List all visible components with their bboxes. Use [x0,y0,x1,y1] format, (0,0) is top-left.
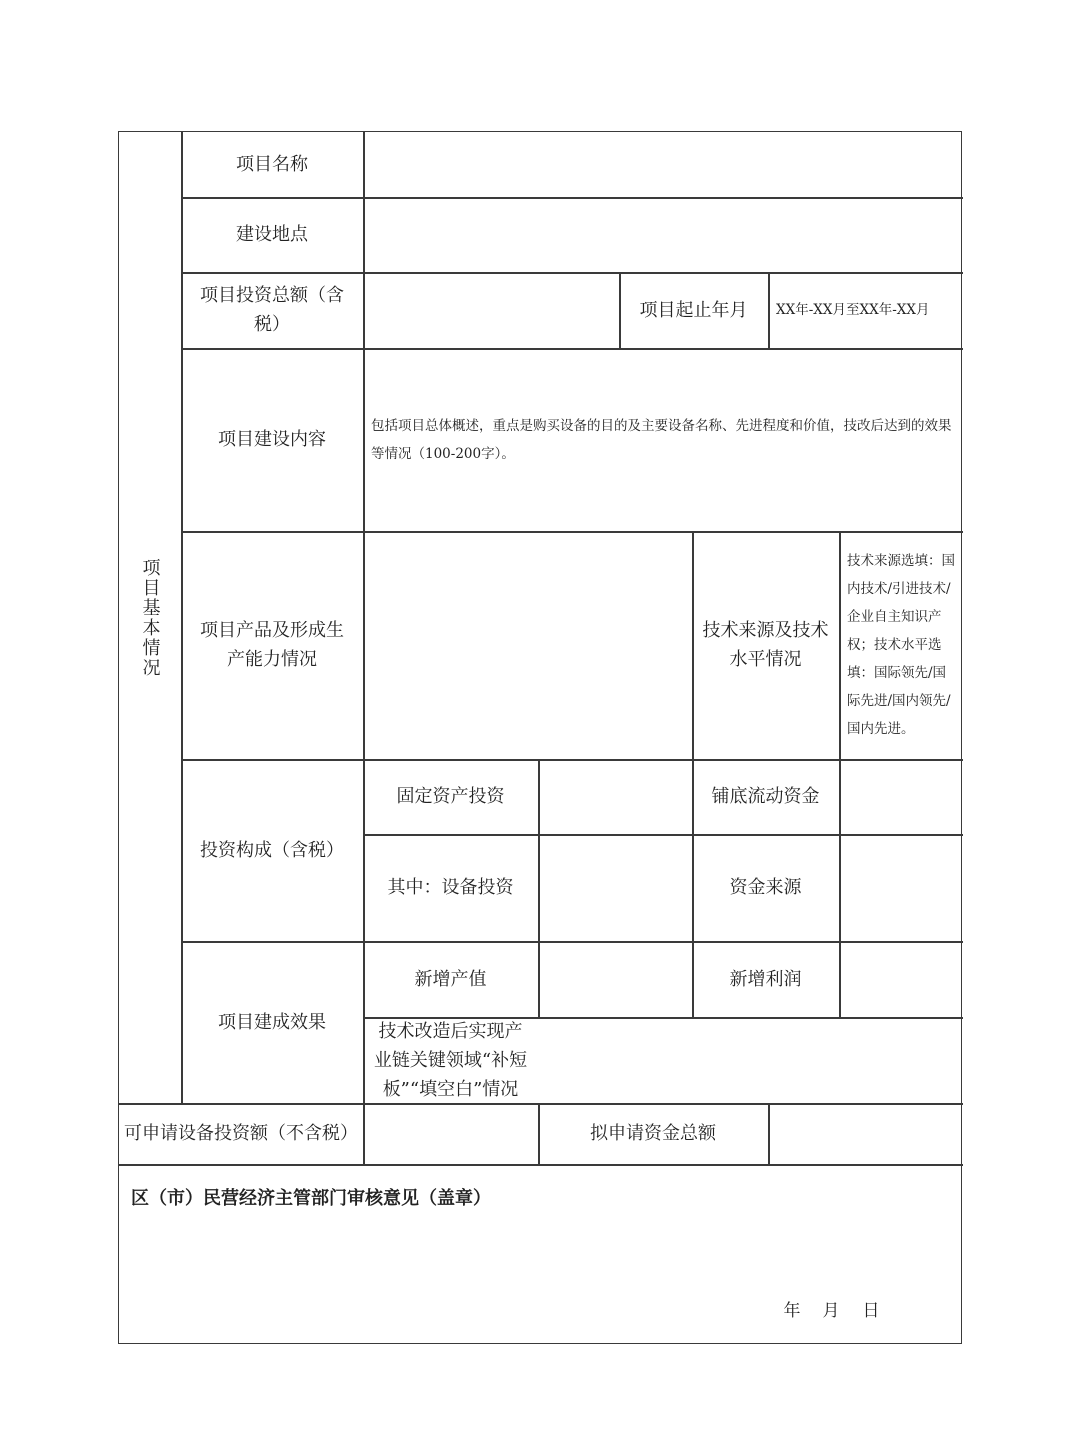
review-title: 区（市）民营经济主管部门审核意见（盖章） [131,1187,491,1209]
application-form-table [118,131,962,1344]
input-fixed-assets[interactable] [538,759,692,834]
label-tech-source: 技术来源及技术水平情况 [702,620,829,670]
label-project-period: 项目起止年月 [639,299,748,321]
input-equipment-investment[interactable] [538,834,692,941]
label-total-investment: 项目投资总额（含税） [200,285,344,335]
label-investment-composition: 投资构成（含税） [200,839,344,861]
date-month: 月 [822,1300,840,1321]
label-funding-source: 资金来源 [729,877,802,898]
label-new-output: 新增产值 [414,968,487,990]
input-new-profit[interactable] [839,941,963,1017]
input-new-output[interactable] [538,941,692,1017]
input-project-name[interactable] [363,132,963,197]
input-applicable-equipment[interactable] [363,1103,538,1164]
label-applicable-equipment: 可申请设备投资额（不含税） [124,1123,358,1144]
input-total-investment[interactable] [363,272,619,348]
input-location[interactable] [363,197,963,272]
date-day: 日 [862,1300,880,1321]
date-year: 年 [783,1300,801,1321]
hint-tech-source[interactable]: 技术来源选填：国内技术/引进技术/企业自主知识产权；技术水平选填：国际领先/国际先进/国内领先/国内先进。 [847,553,955,737]
value-project-period[interactable]: XX年-XX月至XX年-XX月 [776,302,930,318]
label-location: 建设地点 [236,224,308,245]
input-proposed-funds[interactable] [768,1103,963,1164]
label-new-profit: 新增利润 [729,968,802,990]
input-products-capacity[interactable] [363,531,692,759]
label-products-capacity: 项目产品及形成生产能力情况 [200,620,344,670]
hint-construction-content[interactable]: 包括项目总体概述，重点是购买设备的目的及主要设备名称、先进程度和价值，技改后达到的效果等情况（100-200字）。 [371,417,952,462]
section-label-basic-info: 项目基本情况 [139,557,161,678]
label-equipment-investment: 其中：设备投资 [387,877,514,898]
input-chain-gap[interactable] [538,1017,963,1103]
label-chain-gap: 技术改造后实现产业链关键领域“补短板”“填空白”情况 [373,1020,528,1100]
row-divider [119,1164,963,1166]
review-opinion-area[interactable] [119,1217,963,1297]
label-project-effect: 项目建成效果 [218,1011,326,1033]
input-funding-source[interactable] [839,834,963,941]
label-working-capital: 铺底流动资金 [711,786,820,807]
input-working-capital[interactable] [839,759,963,834]
label-project-name: 项目名称 [236,154,308,175]
label-proposed-funds: 拟申请资金总额 [590,1123,716,1144]
label-construction-content: 项目建设内容 [218,429,326,450]
label-fixed-assets: 固定资产投资 [396,786,505,807]
